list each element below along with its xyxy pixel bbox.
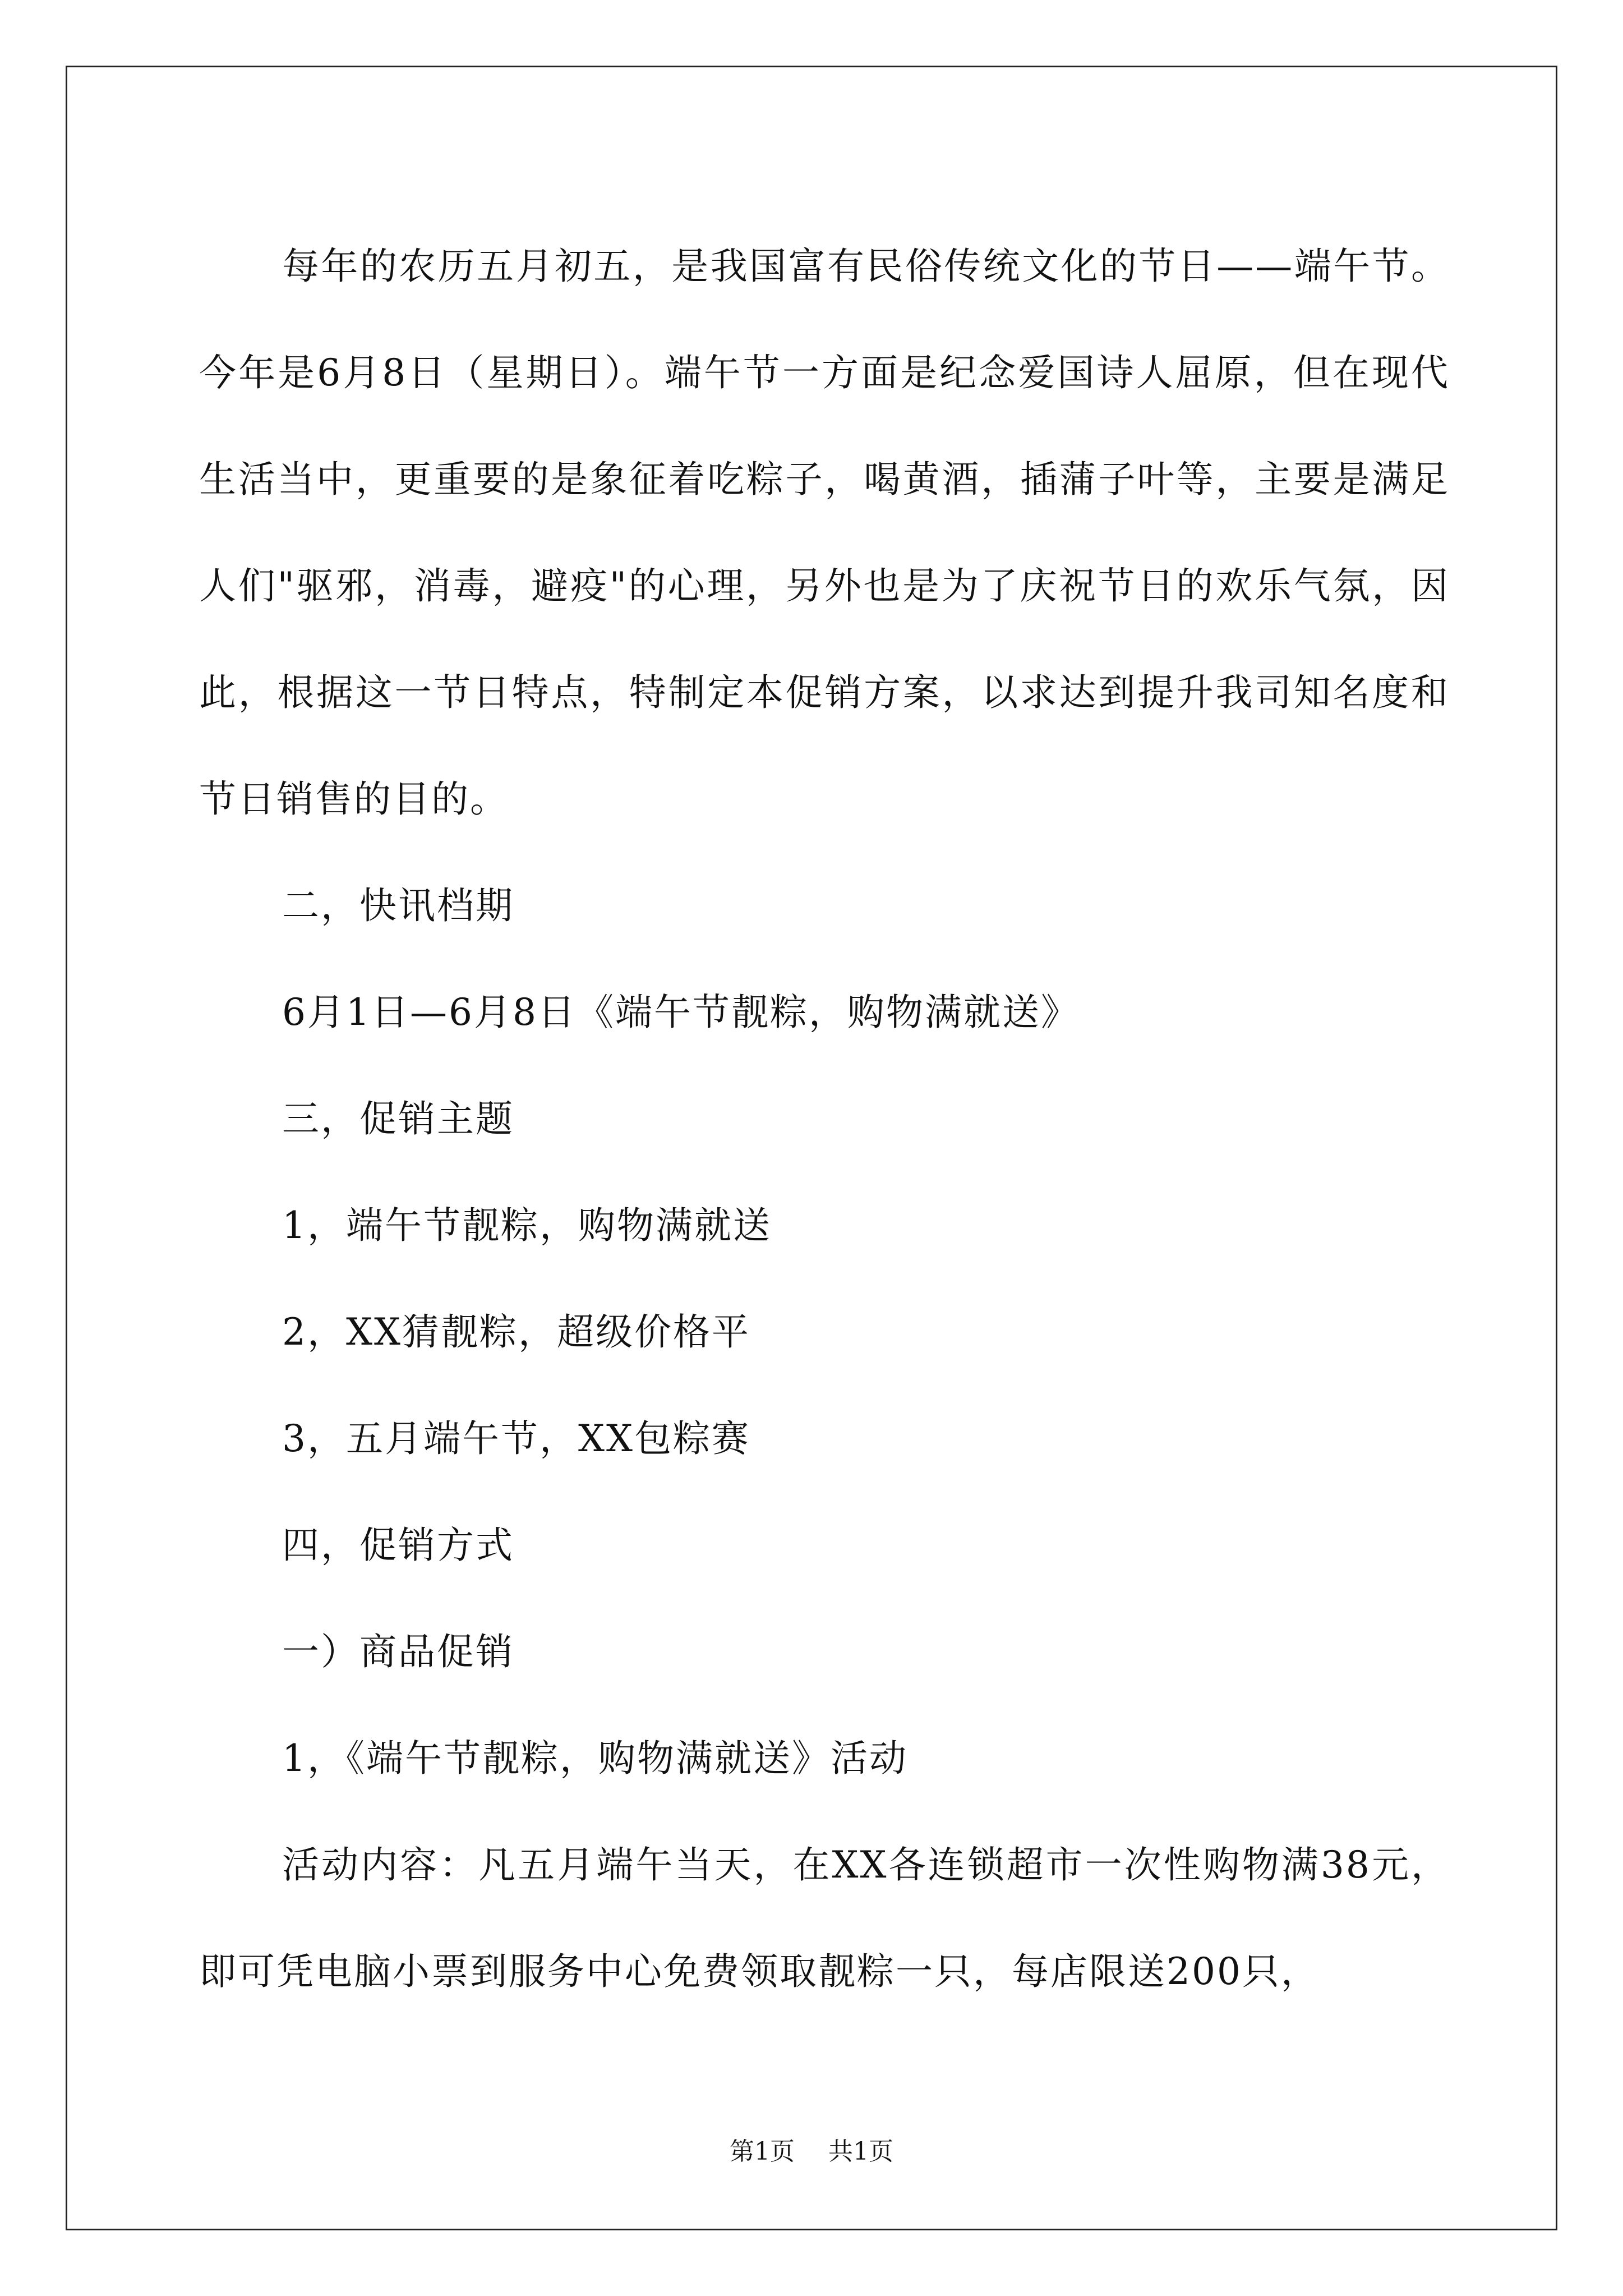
page-footer xyxy=(0,2135,1623,2169)
section-heading-methods: 四，促销方式 xyxy=(282,1524,514,1567)
document-body xyxy=(199,213,1450,2025)
theme-item-1: 1，端午节靓粽，购物满就送 xyxy=(282,1204,772,1247)
subsection-heading-goods: 一）商品促销 xyxy=(282,1630,514,1673)
theme-item-3: 3，五月端午节，XX包粽赛 xyxy=(282,1417,750,1460)
theme-item-2: 2，XX猜靓粽，超级价格平 xyxy=(282,1310,750,1354)
page-total: 共1页 xyxy=(828,2137,893,2166)
section-heading-schedule: 二，快讯档期 xyxy=(282,884,514,927)
intro-paragraph: 每年的农历五月初五，是我国富有民俗传统文化的节日——端午节。今年是6月8日（星期日）。端午节一方面是纪念爱国诗人屈原，但在现代生活当中，更重要的是象征着吃粽子，喝黄酒，插蒲子叶等，主要是满足人们"驱邪，消毒，避疫"的心理，另外也是为了庆祝节日的欢乐气氛，因此，根据这一节日特点，特制定本促销方案，以求达到提升我司知名度和节日销售的目的。 xyxy=(199,245,1450,821)
schedule-dates: 6月1日—6月8日《端午节靓粽，购物满就送》 xyxy=(282,991,1080,1034)
page-number: 第1页 xyxy=(730,2137,795,2166)
section-heading-theme: 三，促销主题 xyxy=(282,1097,514,1140)
activity-content: 活动内容：凡五月端午当天，在XX各连锁超市一次性购物满38元，即可凭电脑小票到服务中心免费领取靓粽一只，每店限送200只， xyxy=(199,1843,1450,1993)
activity-title: 1，《端午节靓粽，购物满就送》活动 xyxy=(282,1737,908,1780)
